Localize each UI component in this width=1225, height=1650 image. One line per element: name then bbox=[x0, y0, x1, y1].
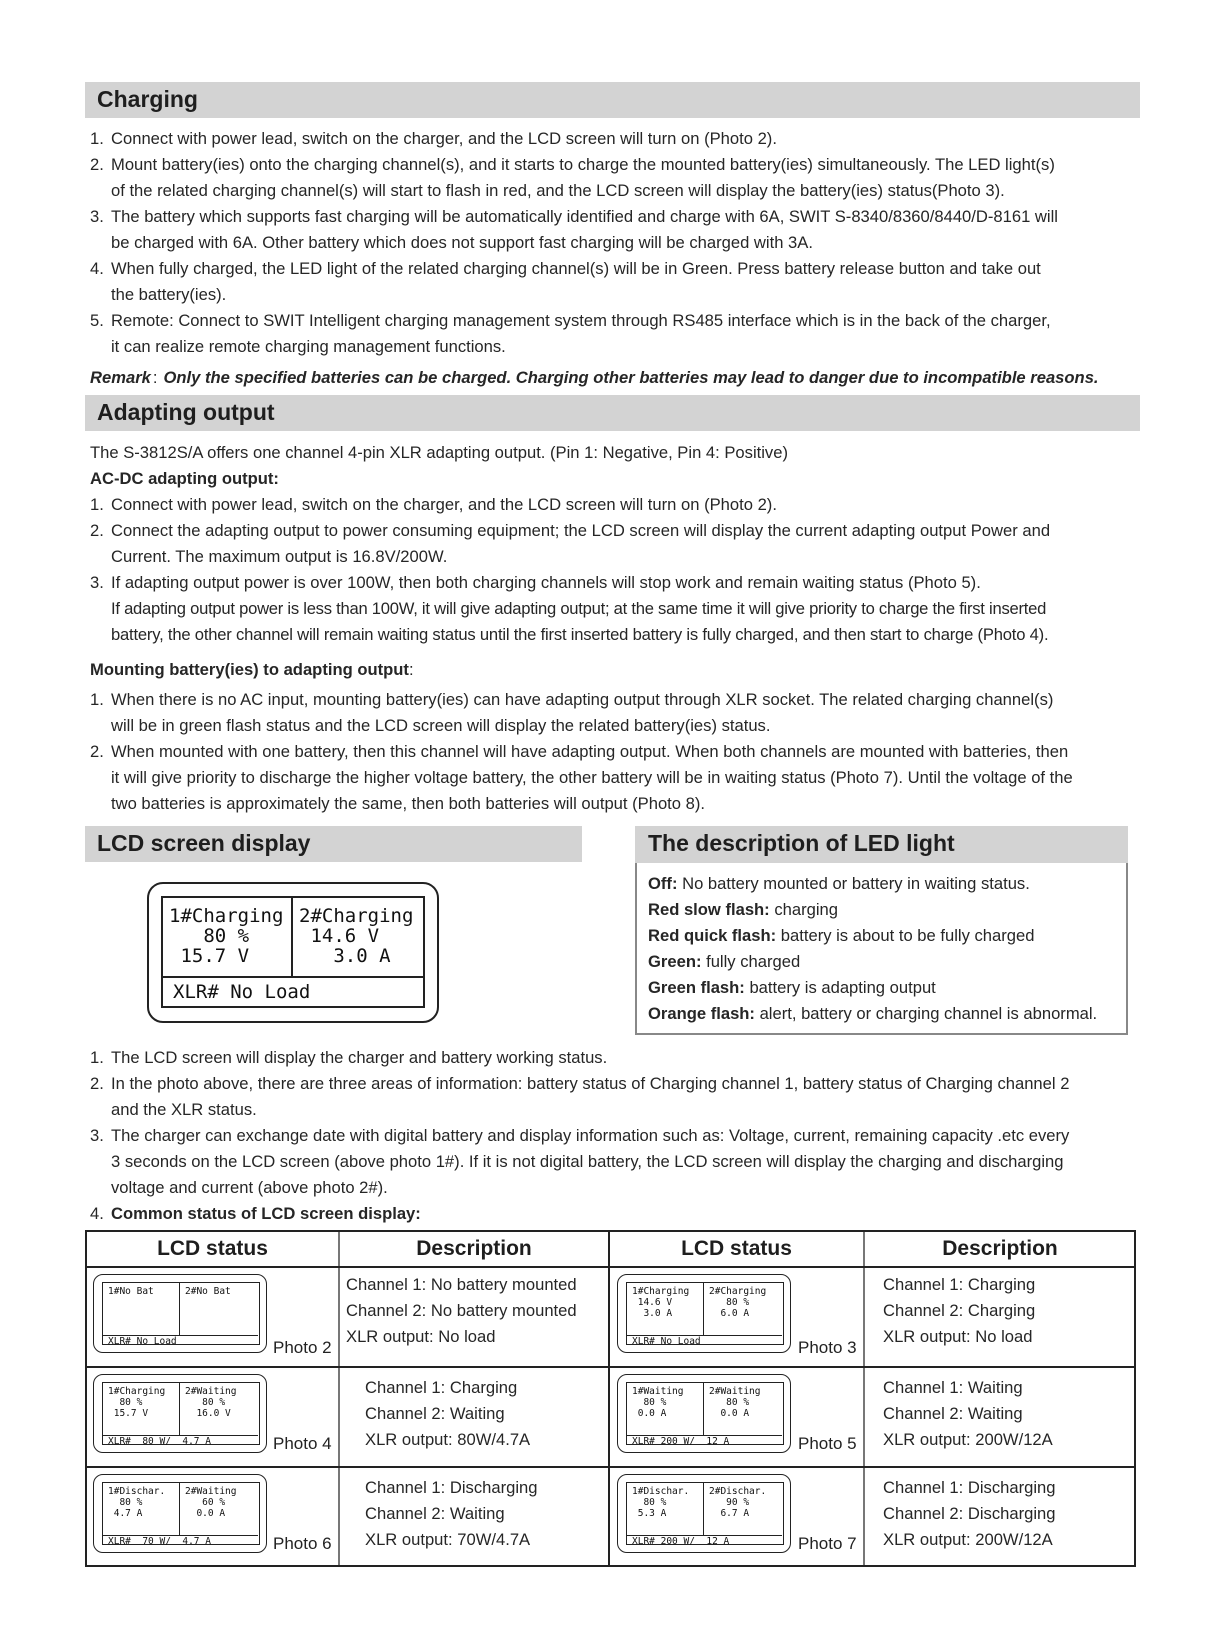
list-number: 2. bbox=[90, 521, 104, 540]
lcd-text: 80 % bbox=[709, 1397, 750, 1408]
status-description bbox=[365, 1475, 538, 1553]
list-line: If adapting output power is over 100W, then both charging channels will stop work and remain waiting status (Photo 5). bbox=[111, 573, 981, 592]
led-text: fully charged bbox=[701, 952, 801, 971]
lcd-ch2-status: 2#Charging bbox=[299, 905, 414, 927]
list-number: 1. bbox=[90, 495, 104, 514]
remark-text: Only the specified batteries can be charged. Charging other batteries may lead to danger due to incompatible reasons. bbox=[163, 368, 1099, 387]
mini-lcd-xlr: XLR# No Load bbox=[627, 1335, 782, 1346]
mini-lcd-xlr: XLR# 200 W/ 12 A bbox=[627, 1535, 782, 1546]
led-title: The description of LED light bbox=[648, 830, 955, 856]
list-line: will be in green flash status and the LCD screen will display the related battery(ies) status. bbox=[111, 716, 771, 735]
photo-label: Photo 7 bbox=[798, 1534, 857, 1553]
list-line: In the photo above, there are three areas of information: battery status of Charging channel 1, battery status of Charging channel 2 bbox=[111, 1074, 1070, 1093]
lcd-text: 1#Dischar. bbox=[632, 1486, 690, 1497]
lcd-text: 0.0 A bbox=[632, 1408, 667, 1419]
mini-lcd-ch1 bbox=[103, 1483, 180, 1535]
desc-line: Channel 1: Waiting bbox=[883, 1378, 1023, 1397]
lcd-status-table bbox=[85, 1230, 1136, 1567]
desc-line: XLR output: 80W/4.7A bbox=[365, 1430, 531, 1449]
lcd-display-illustration bbox=[147, 882, 439, 1023]
mini-lcd-ch2 bbox=[704, 1383, 782, 1435]
mini-lcd-frame bbox=[626, 1382, 784, 1445]
status-description bbox=[883, 1475, 1056, 1553]
mini-lcd-xlr: XLR# No Load bbox=[103, 1335, 258, 1346]
acdc-heading: AC-DC adapting output: bbox=[90, 469, 279, 488]
row-divider bbox=[87, 1266, 1134, 1268]
mini-lcd-frame bbox=[626, 1482, 784, 1545]
row-divider bbox=[87, 1466, 1134, 1468]
lcd-text: 1#Charging bbox=[632, 1286, 690, 1297]
mini-lcd-frame bbox=[102, 1482, 260, 1545]
led-text: alert, battery or charging channel is abnormal. bbox=[754, 1004, 1098, 1023]
list-line: and the XLR status. bbox=[111, 1100, 257, 1119]
lcd-channel-1 bbox=[163, 898, 293, 976]
list-number: 3. bbox=[90, 1126, 104, 1145]
list-number: 1. bbox=[90, 129, 104, 148]
list-line: battery, the other channel will remain waiting status until the first inserted battery is fully charged, and then start to charge (Photo 4). bbox=[111, 625, 1049, 644]
desc-line: Channel 1: Charging bbox=[883, 1275, 1036, 1294]
list-line: When mounted with one battery, then this channel will have adapting output. When both channels are mounted with batteries, then bbox=[111, 742, 1069, 761]
lcd-xlr-status: XLR# No Load bbox=[163, 976, 423, 1003]
led-label: Green flash: bbox=[648, 978, 745, 997]
table-header: LCD status bbox=[681, 1237, 792, 1260]
desc-line: Channel 1: Discharging bbox=[883, 1478, 1056, 1497]
mini-lcd-ch1 bbox=[627, 1483, 704, 1535]
table-header: Description bbox=[416, 1237, 532, 1260]
desc-line: Channel 2: Discharging bbox=[883, 1504, 1056, 1523]
list-line: If adapting output power is less than 100W, it will give adapting output; at the same time it will give priority to charge the first inserted bbox=[111, 599, 1047, 618]
lcd-text: 0.0 A bbox=[185, 1508, 226, 1519]
led-item-green-flash bbox=[648, 978, 936, 998]
mini-lcd-photo-5 bbox=[617, 1374, 791, 1453]
lcd-text: 2#Waiting bbox=[185, 1386, 237, 1397]
lcd-text: 2#Charging bbox=[709, 1286, 767, 1297]
led-text: battery is about to be fully charged bbox=[776, 926, 1035, 945]
led-label: Red slow flash: bbox=[648, 900, 770, 919]
mount-heading-text: Mounting battery(ies) to adapting output bbox=[90, 660, 409, 679]
led-text: No battery mounted or battery in waiting status. bbox=[677, 874, 1030, 893]
column-divider bbox=[608, 1232, 610, 1565]
remark-separator: : bbox=[152, 368, 158, 387]
list-line: Current. The maximum output is 16.8V/200W. bbox=[111, 547, 448, 566]
led-text: charging bbox=[769, 900, 838, 919]
row-divider bbox=[87, 1366, 1134, 1368]
status-description bbox=[365, 1375, 530, 1453]
remark bbox=[90, 368, 1099, 388]
lcd-text: 1#No Bat bbox=[108, 1286, 154, 1297]
lcd-text: 15.7 V bbox=[108, 1408, 149, 1419]
lcd-text: 60 % bbox=[185, 1497, 226, 1508]
mount-heading bbox=[90, 660, 414, 680]
mini-lcd-photo-3 bbox=[617, 1274, 791, 1353]
led-item-red-quick bbox=[648, 926, 1034, 946]
mini-lcd-ch1 bbox=[627, 1283, 704, 1335]
status-description bbox=[883, 1272, 1035, 1350]
list-number: 2. bbox=[90, 1074, 104, 1093]
desc-line: Channel 2: Waiting bbox=[365, 1504, 505, 1523]
table-header: Description bbox=[942, 1237, 1058, 1260]
desc-line: Channel 2: Charging bbox=[883, 1301, 1036, 1320]
list-line: Connect the adapting output to power consuming equipment; the LCD screen will display the current adapting output Power and bbox=[111, 521, 1051, 540]
led-label: Red quick flash: bbox=[648, 926, 777, 945]
table-header: LCD status bbox=[157, 1237, 268, 1260]
mini-lcd-frame bbox=[102, 1382, 260, 1445]
mini-lcd-ch1 bbox=[627, 1383, 704, 1435]
status-description bbox=[346, 1272, 577, 1350]
lcd-text: 90 % bbox=[709, 1497, 750, 1508]
mini-lcd-frame bbox=[626, 1282, 784, 1345]
mini-lcd-photo-2 bbox=[93, 1274, 267, 1353]
desc-line: XLR output: No load bbox=[883, 1327, 1033, 1346]
photo-label: Photo 4 bbox=[273, 1434, 332, 1453]
led-label: Off: bbox=[648, 874, 678, 893]
lcd-text: 2#Dischar. bbox=[709, 1486, 767, 1497]
list-line: be charged with 6A. Other battery which does not support fast charging will be charged with 3A. bbox=[111, 233, 813, 252]
photo-label: Photo 5 bbox=[798, 1434, 857, 1453]
desc-line: Channel 1: No battery mounted bbox=[346, 1275, 577, 1294]
lcd-section-header bbox=[85, 826, 582, 862]
list-line: Mount battery(ies) onto the charging channel(s), and it starts to charge the mounted battery(ies) simultaneously. The LED light(s) bbox=[111, 155, 1055, 174]
mini-lcd-ch2 bbox=[704, 1283, 782, 1335]
list-number: 2. bbox=[90, 742, 104, 761]
column-divider bbox=[863, 1232, 865, 1565]
list-number: 3. bbox=[90, 207, 104, 226]
desc-line: XLR output: 200W/12A bbox=[883, 1530, 1053, 1549]
desc-line: Channel 1: Discharging bbox=[365, 1478, 538, 1497]
list-line: Remote: Connect to SWIT Intelligent charging management system through RS485 interface which is in the back of the charger, bbox=[111, 311, 1051, 330]
mini-lcd-ch1 bbox=[103, 1283, 180, 1335]
list-line: The battery which supports fast charging will be automatically identified and charge with 6A, SWIT S-8340/8360/8440/D-8161 will bbox=[111, 207, 1058, 226]
lcd-ch2-line3: 3.0 A bbox=[299, 945, 391, 967]
desc-line: Channel 2: Waiting bbox=[883, 1404, 1023, 1423]
led-item-red-slow bbox=[648, 900, 838, 920]
lcd-text: 6.7 A bbox=[709, 1508, 750, 1519]
lcd-channel-2 bbox=[293, 898, 423, 976]
list-line: Connect with power lead, switch on the charger, and the LCD screen will turn on (Photo 2). bbox=[111, 495, 777, 514]
charging-title: Charging bbox=[97, 86, 198, 112]
adapting-intro: The S-3812S/A offers one channel 4-pin XLR adapting output. (Pin 1: Negative, Pin 4: Positive) bbox=[90, 443, 788, 462]
mini-lcd-ch1 bbox=[103, 1383, 180, 1435]
adapting-title: Adapting output bbox=[97, 399, 275, 425]
lcd-text: 1#Charging bbox=[108, 1386, 166, 1397]
lcd-inner-frame bbox=[161, 896, 425, 1008]
led-label: Orange flash: bbox=[648, 1004, 755, 1023]
lcd-text: 5.3 A bbox=[632, 1508, 667, 1519]
desc-line: XLR output: 200W/12A bbox=[883, 1430, 1053, 1449]
mini-lcd-xlr: XLR# 70 W/ 4.7 A bbox=[103, 1535, 258, 1546]
lcd-text: 2#Waiting bbox=[185, 1486, 237, 1497]
list-number: 4. bbox=[90, 259, 104, 278]
list-line: When there is no AC input, mounting battery(ies) can have adapting output through XLR socket. The related charging channel(s) bbox=[111, 690, 1054, 709]
list-line: of the related charging channel(s) will start to flash in red, and the LCD screen will display the battery(ies) status(Photo 3). bbox=[111, 181, 1005, 200]
desc-line: Channel 2: Waiting bbox=[365, 1404, 505, 1423]
list-number: 3. bbox=[90, 573, 104, 592]
lcd-text: 6.0 A bbox=[709, 1308, 750, 1319]
lcd-ch1-line2: 80 % bbox=[169, 925, 250, 947]
list-number: 1. bbox=[90, 1048, 104, 1067]
list-number: 1. bbox=[90, 690, 104, 709]
lcd-text: 80 % bbox=[632, 1397, 667, 1408]
led-label: Green: bbox=[648, 952, 702, 971]
list-number: 4. bbox=[90, 1204, 104, 1223]
lcd-ch2-line2: 14.6 V bbox=[299, 925, 380, 947]
list-line: Connect with power lead, switch on the charger, and the LCD screen will turn on (Photo 2). bbox=[111, 129, 777, 148]
list-line: 3 seconds on the LCD screen (above photo 1#). If it is not digital battery, the LCD screen will display the charging and discharging bbox=[111, 1152, 1064, 1171]
lcd-text: 1#Dischar. bbox=[108, 1486, 166, 1497]
list-line: two batteries is approximately the same, then both batteries will output (Photo 8). bbox=[111, 794, 705, 813]
desc-line: XLR output: 70W/4.7A bbox=[365, 1530, 531, 1549]
list-line: Common status of LCD screen display: bbox=[111, 1204, 421, 1223]
lcd-text: 80 % bbox=[709, 1297, 750, 1308]
column-divider bbox=[338, 1232, 340, 1565]
desc-line: Channel 2: No battery mounted bbox=[346, 1301, 577, 1320]
lcd-text: 3.0 A bbox=[632, 1308, 673, 1319]
mini-lcd-xlr: XLR# 200 W/ 12 A bbox=[627, 1435, 782, 1446]
mini-lcd-ch2 bbox=[180, 1383, 258, 1435]
list-line: The LCD screen will display the charger and battery working status. bbox=[111, 1048, 608, 1067]
led-item-green bbox=[648, 952, 800, 972]
list-number: 2. bbox=[90, 155, 104, 174]
lcd-text: 14.6 V bbox=[632, 1297, 673, 1308]
status-description bbox=[883, 1375, 1053, 1453]
photo-label: Photo 2 bbox=[273, 1338, 332, 1357]
mini-lcd-photo-7 bbox=[617, 1474, 791, 1553]
lcd-text: 4.7 A bbox=[108, 1508, 143, 1519]
list-line: the battery(ies). bbox=[111, 285, 227, 304]
mini-lcd-photo-6 bbox=[93, 1474, 267, 1553]
lcd-title: LCD screen display bbox=[97, 830, 311, 856]
led-item-orange-flash bbox=[648, 1004, 1097, 1024]
lcd-ch1-line3: 15.7 V bbox=[169, 945, 250, 967]
lcd-ch1-status: 1#Charging bbox=[169, 905, 284, 927]
list-line: The charger can exchange date with digital battery and display information such as: Voltage, current, remaining capacity .etc every bbox=[111, 1126, 1070, 1145]
mini-lcd-frame bbox=[102, 1282, 260, 1345]
lcd-text: 2#Waiting bbox=[709, 1386, 761, 1397]
list-line: When fully charged, the LED light of the related charging channel(s) will be in Green. Press battery release button and take out bbox=[111, 259, 1041, 278]
remark-label: Remark bbox=[90, 368, 151, 387]
lcd-text: 2#No Bat bbox=[185, 1286, 231, 1297]
desc-line: Channel 1: Charging bbox=[365, 1378, 518, 1397]
lcd-text: 0.0 A bbox=[709, 1408, 750, 1419]
mini-lcd-ch2 bbox=[704, 1483, 782, 1535]
led-item-off bbox=[648, 874, 1030, 894]
adapting-section-header bbox=[85, 395, 1140, 431]
mount-heading-sep: : bbox=[408, 660, 414, 679]
list-line: it will give priority to discharge the higher voltage battery, the other battery will be in waiting status (Photo 7). Until the voltage of the bbox=[111, 768, 1073, 787]
list-line: voltage and current (above photo 2#). bbox=[111, 1178, 388, 1197]
lcd-text: 80 % bbox=[108, 1397, 143, 1408]
list-number: 5. bbox=[90, 311, 104, 330]
mini-lcd-photo-4 bbox=[93, 1374, 267, 1453]
mini-lcd-xlr: XLR# 80 W/ 4.7 A bbox=[103, 1435, 258, 1446]
mini-lcd-ch2 bbox=[180, 1283, 258, 1335]
list-line: it can realize remote charging management functions. bbox=[111, 337, 506, 356]
lcd-text: 80 % bbox=[108, 1497, 143, 1508]
charging-section-header bbox=[85, 82, 1140, 118]
led-text: battery is adapting output bbox=[744, 978, 936, 997]
lcd-text: 80 % bbox=[632, 1497, 667, 1508]
photo-label: Photo 3 bbox=[798, 1338, 857, 1357]
desc-line: XLR output: No load bbox=[346, 1327, 496, 1346]
lcd-text: 16.0 V bbox=[185, 1408, 231, 1419]
photo-label: Photo 6 bbox=[273, 1534, 332, 1553]
led-section-header bbox=[635, 826, 1128, 863]
lcd-text: 80 % bbox=[185, 1397, 226, 1408]
lcd-text: 1#Waiting bbox=[632, 1386, 684, 1397]
mini-lcd-ch2 bbox=[180, 1483, 258, 1535]
